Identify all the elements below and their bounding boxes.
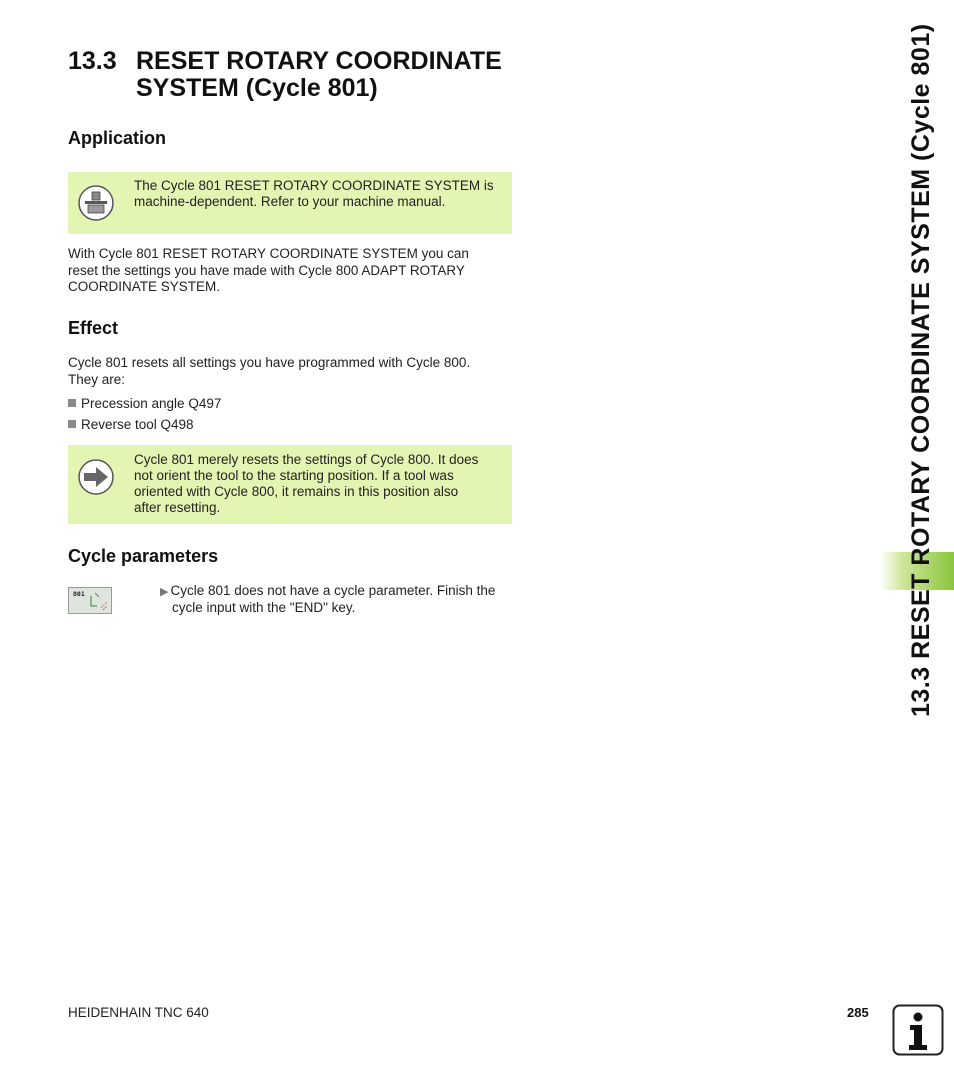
application-body-line3: COORDINATE SYSTEM. (68, 279, 221, 294)
effect-body (68, 355, 508, 388)
cycle-parameters-heading: Cycle parameters (68, 546, 219, 566)
machine-manual-icon (78, 185, 114, 221)
vertical-section-title: 13.3 RESET ROTARY COORDINATE SYSTEM (Cycle 801) (907, 23, 935, 717)
triangle-right-icon: ▶ (160, 586, 169, 598)
arrow-note-line3: oriented with Cycle 800, it remains in this position also (134, 484, 459, 499)
effect-heading: Effect (68, 318, 119, 338)
info-icon (892, 1004, 944, 1056)
machine-note-text (134, 178, 508, 210)
page-number: 285 (847, 1005, 869, 1020)
section-title-line2: SYSTEM (Cycle 801) (136, 74, 378, 102)
cycle-parameter-text (160, 583, 512, 616)
application-body-line1: With Cycle 801 RESET ROTARY COORDINATE SYSTEM you can (68, 246, 469, 261)
arrow-right-icon (78, 459, 114, 495)
arrow-note-text (134, 452, 508, 516)
cycle-parameter-line2: cycle input with the "END" key. (172, 600, 356, 615)
cycle-parameter-line1: Cycle 801 does not have a cycle parameter. Finish the (170, 583, 496, 598)
bullet-square-icon (68, 420, 76, 428)
bullet-text: Reverse tool Q498 (81, 417, 194, 432)
list-item (68, 396, 221, 411)
arrow-note-box (68, 445, 512, 524)
footer-product: HEIDENHAIN TNC 640 (68, 1005, 209, 1020)
section-title-line1: RESET ROTARY COORDINATE (136, 47, 502, 75)
machine-note-line2: machine-dependent. Refer to your machine manual. (134, 194, 446, 209)
application-heading: Application (68, 128, 166, 148)
effect-body-line1: Cycle 801 resets all settings you have programmed with Cycle 800. (68, 355, 471, 370)
effect-body-line2: They are: (68, 371, 126, 387)
section-title-text (136, 48, 556, 102)
machine-note-line1: The Cycle 801 RESET ROTARY COORDINATE SYSTEM is (134, 178, 494, 193)
list-item (68, 417, 194, 432)
arrow-note-line2: not orient the tool to the starting position. If a tool was (134, 468, 454, 483)
arrow-note-line1: Cycle 801 merely resets the settings of Cycle 800. It does (134, 452, 479, 467)
machine-note-box (68, 172, 512, 234)
application-body (68, 246, 508, 296)
bullet-square-icon (68, 399, 76, 407)
application-body-line2: reset the settings you have made with Cycle 800 ADAPT ROTARY (68, 262, 465, 278)
softkey-label: 801 (73, 590, 85, 598)
cycle-801-softkey-icon (68, 587, 112, 614)
section-number: 13.3 (68, 47, 117, 75)
bullet-text: Precession angle Q497 (81, 396, 222, 411)
arrow-note-line4: after resetting. (134, 500, 221, 515)
